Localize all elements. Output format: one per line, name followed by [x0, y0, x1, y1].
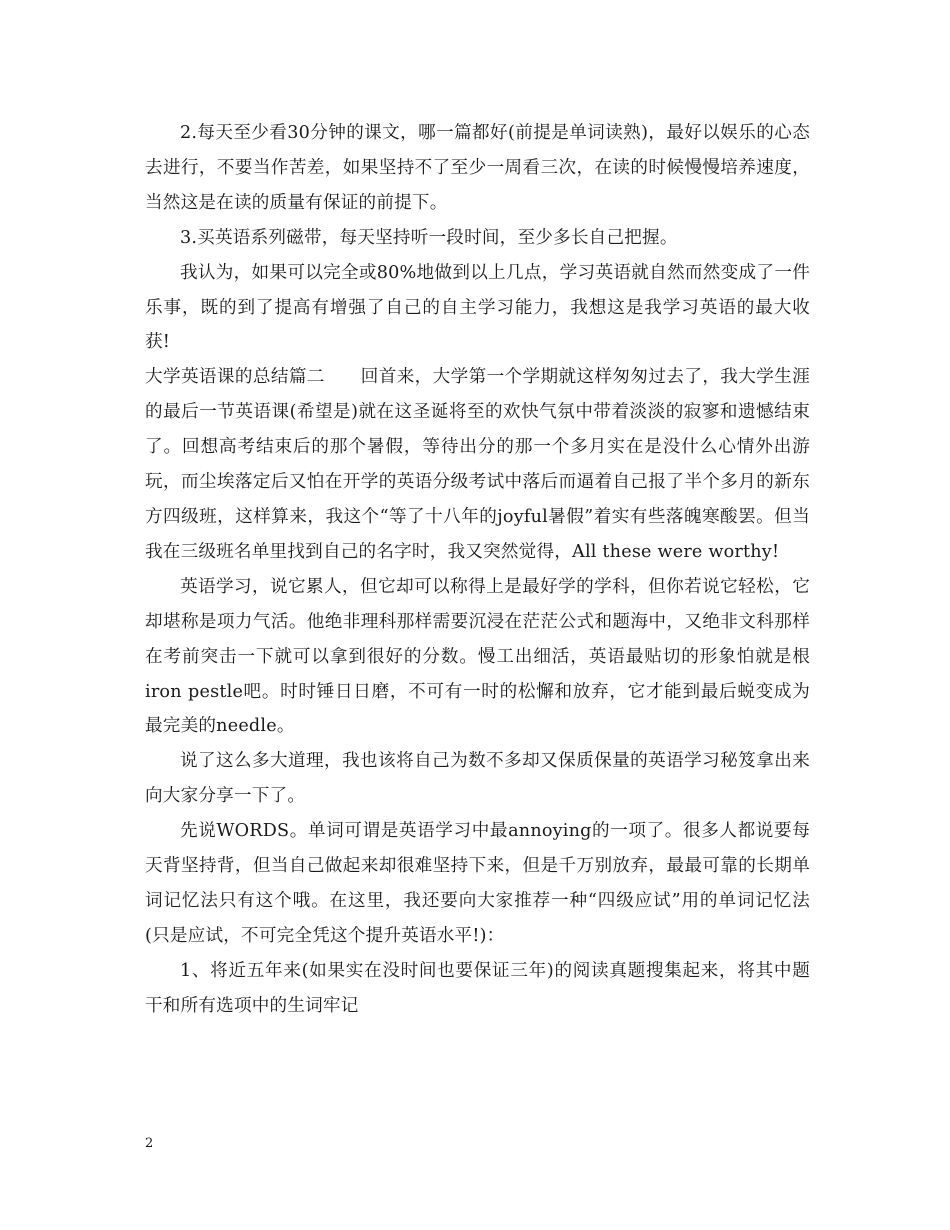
paragraph: 1、将近五年来(如果实在没时间也要保证三年)的阅读真题搜集起来，将其中题干和所有选项中的生词牢记 [145, 960, 810, 1016]
paragraph: 先说WORDS。单词可谓是英语学习中最annoying的一项了。很多人都说要每天背坚持背，但当自己做起来却很难坚持下来，但是千万别放弃，最最可靠的长期单词记忆法只有这个哦。在这里，我还要向大家推荐一种“四级应试”用的单词记忆法(只是应试，不可完全凭这个提升英语水平!)： [145, 821, 810, 946]
paragraph: 说了这么多大道理，我也该将自己为数不多却又保质保量的英语学习秘笈拿出来向大家分享一下了。 [145, 751, 810, 807]
body-text [145, 116, 810, 1024]
paragraph: 我认为，如果可以完全或80%地做到以上几点，学习英语就自然而然变成了一件乐事，既的到了提高有增强了自己的自主学习能力，我想这是我学习英语的最大收获! [145, 262, 810, 353]
paragraph: 3.买英语系列磁带，每天坚持听一段时间，至少多长自己把握。 [180, 227, 678, 248]
page-number: 2 [145, 1136, 154, 1151]
section-paragraph: 大学英语课的总结篇二 回首来，大学第一个学期就这样匆匆过去了，我大学生涯的最后一节英语课(希望是)就在这圣诞将至的欢快气氛中带着淡淡的寂寥和遗憾结束了。回想高考结束后的那个暑假，等待出分的那一个多月实在是没什么心情外出游玩，而尘埃落定后又怕在开学的英语分级考试中落后而逼着自己报了半个多月的新东方四级班，这样算来，我这个“等了十八年的joyful暑假”着实有些落魄寒酸罢。但当我在三级班名单里找到自己的名字时，我又突然觉得，All these were worthy! [145, 367, 810, 562]
paragraph: 2.每天至少看30分钟的课文，哪一篇都好(前提是单词读熟)，最好以娱乐的心态去进行，不要当作苦差，如果坚持不了至少一周看三次，在读的时候慢慢培养速度，当然这是在读的质量有保证的前提下。 [145, 123, 810, 213]
paragraph: 英语学习，说它累人，但它却可以称得上是最好学的学科，但你若说它轻松，它却堪称是项力气活。他绝非理科那样需要沉浸在茫茫公式和题海中，又绝非文科那样在考前突击一下就可以拿到很好的分数。慢工出细活，英语最贴切的形象怕就是根iron pestle吧。时时锤日日磨，不可有一时的松懈和放弃，它才能到最后蜕变成为最完美的needle。 [145, 576, 810, 737]
